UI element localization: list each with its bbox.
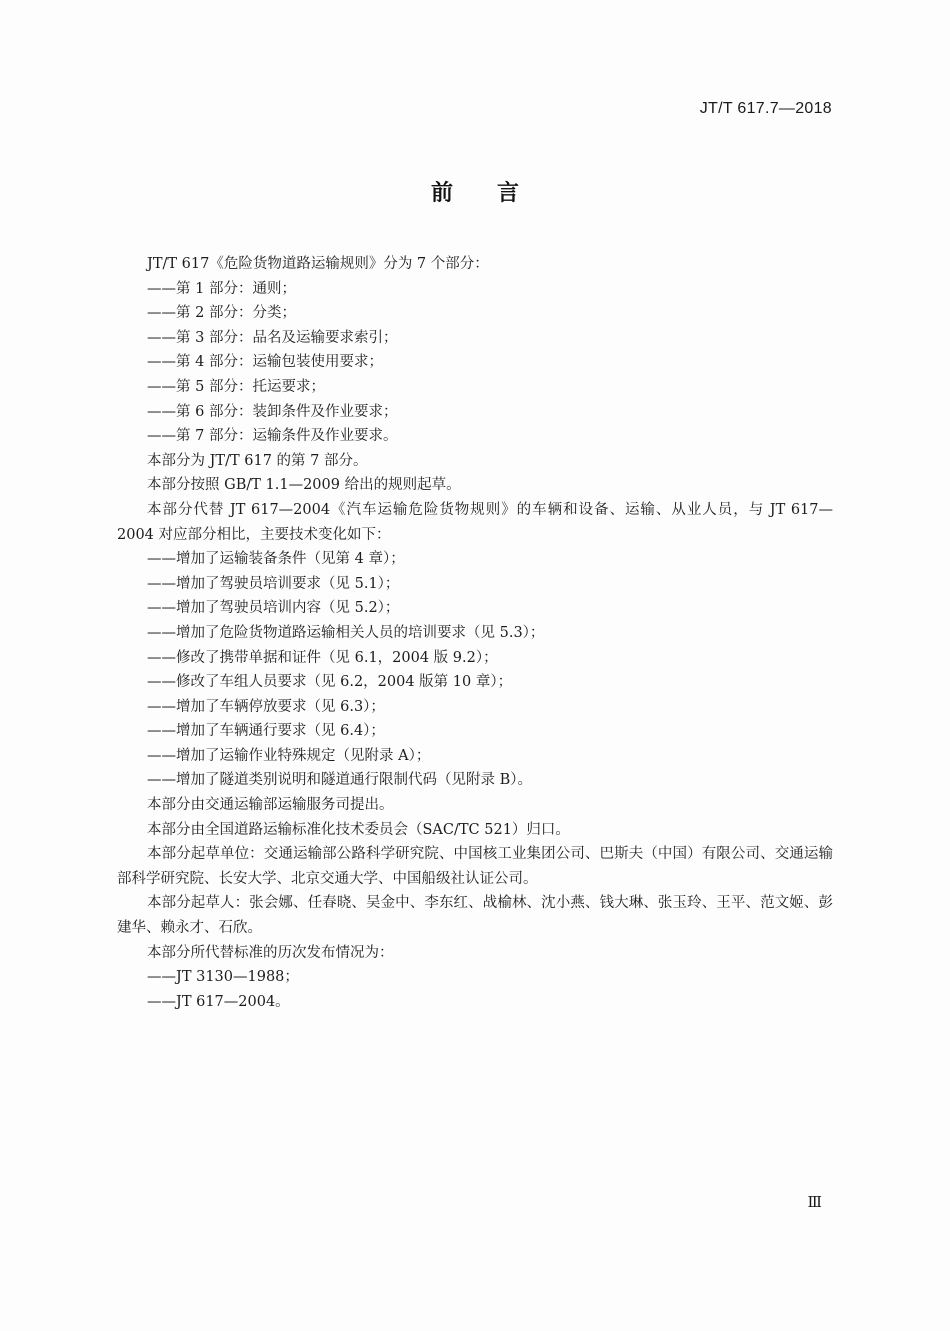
list-item: ——第 6 部分：装卸条件及作业要求； <box>147 403 398 420</box>
list-item: ——增加了车辆停放要求（见 6.3）； <box>147 698 385 715</box>
page-number: Ⅲ <box>807 1193 822 1211</box>
list-item: ——JT 3130—1988； <box>147 969 299 986</box>
list-item: ——JT 617—2004。 <box>147 993 290 1010</box>
list-item: ——增加了驾驶员培训要求（见 5.1）； <box>147 575 400 592</box>
list-item: ——修改了携带单据和证件（见 6.1，2004 版 9.2）； <box>147 649 498 666</box>
paragraph: 本部分代替 JT 617—2004《汽车运输危险货物规则》的车辆和设备、运输、从业人员，与 JT 617—2004 对应部分相比，主要技术变化如下： <box>117 501 833 543</box>
list-item: ——增加了隧道类别说明和隧道通行限制代码（见附录 B）。 <box>147 772 533 789</box>
paragraph: JT/T 617《危险货物道路运输规则》分为 7 个部分： <box>147 256 489 272</box>
paragraph: 本部分由交通运输部运输服务司提出。 <box>147 797 394 814</box>
paragraph: 本部分所代替标准的历次发布情况为： <box>147 944 394 961</box>
standard-number: JT/T 617.7—2018 <box>699 100 832 117</box>
paragraph: 本部分由全国道路运输标准化技术委员会（SAC/TC 521）归口。 <box>147 821 570 838</box>
list-item: ——第 4 部分：运输包装使用要求； <box>147 354 383 371</box>
list-item: ——修改了车组人员要求（见 6.2，2004 版第 10 章）； <box>147 674 513 691</box>
list-item: ——增加了驾驶员培训内容（见 5.2）； <box>147 600 400 617</box>
paragraph: 本部分为 JT/T 617 的第 7 部分。 <box>147 452 368 469</box>
foreword-body <box>117 252 833 1014</box>
list-item: ——增加了危险货物道路运输相关人员的培训要求（见 5.3）； <box>147 624 545 641</box>
page-title: 前言 <box>430 181 563 206</box>
paragraph: 本部分起草人：张会娜、任春晓、吴金中、李东红、战榆林、沈小燕、钱大琳、张玉玲、王平、范文姬、彭建华、赖永才、石欣。 <box>117 895 833 937</box>
list-item: ——第 1 部分：通则； <box>147 280 296 297</box>
list-item: ——增加了车辆通行要求（见 6.4）； <box>147 723 385 740</box>
paragraph: 本部分起草单位：交通运输部公路科学研究院、中国核工业集团公司、巴斯夫（中国）有限公司、交通运输部科学研究院、长安大学、北京交通大学、中国船级社认证公司。 <box>117 846 833 887</box>
list-item: ——增加了运输装备条件（见第 4 章）； <box>147 551 405 568</box>
paragraph: 本部分按照 GB/T 1.1—2009 给出的规则起草。 <box>147 477 461 494</box>
list-item: ——第 5 部分：托运要求； <box>147 378 325 395</box>
list-item: ——增加了运输作业特殊规定（见附录 A）； <box>147 747 431 764</box>
list-item: ——第 2 部分：分类； <box>147 305 296 322</box>
list-item: ——第 3 部分：品名及运输要求索引； <box>147 329 398 346</box>
list-item: ——第 7 部分：运输条件及作业要求。 <box>147 428 398 445</box>
